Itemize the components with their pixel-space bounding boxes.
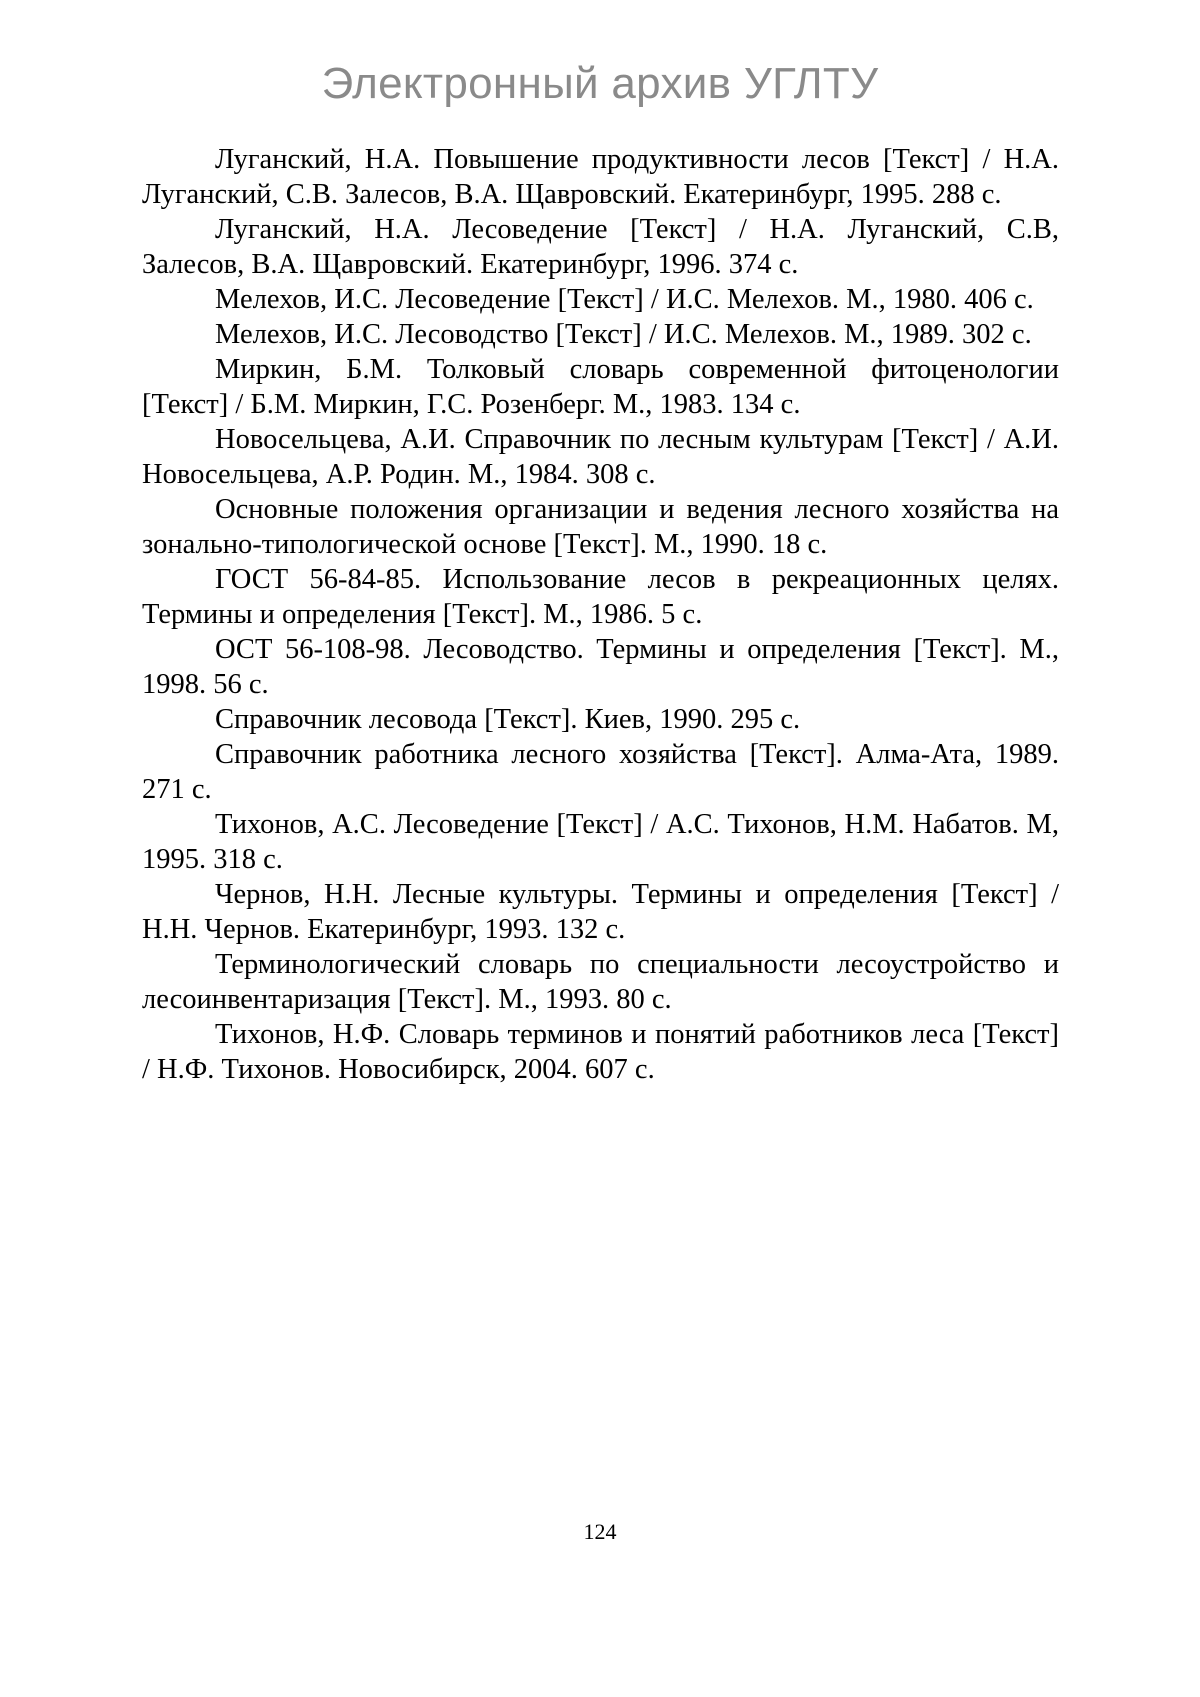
reference-item: Справочник работника лесного хозяйства [Текст]. Алма-Ата, 1989. 271 с. xyxy=(142,739,1059,805)
reference-item: Луганский, Н.А. Лесоведение [Текст] / Н.А. Луганский, С.В, Залесов, В.А. Щавровский. Екатеринбург, 1996. 374 с. xyxy=(142,214,1059,280)
reference-item: Луганский, Н.А. Повышение продуктивности лесов [Текст] / Н.А. Луганский, С.В. Залесов, В.А. Щавровский. Екатеринбург, 1995. 288 с. xyxy=(142,144,1059,210)
reference-item: Чернов, Н.Н. Лесные культуры. Термины и определения [Текст] / Н.Н. Чернов. Екатеринбург, 1993. 132 с. xyxy=(142,879,1059,945)
reference-item: Терминологический словарь по специальности лесоустройство и лесоинвентаризация [Текст]. М., 1993. 80 с. xyxy=(142,949,1059,1015)
reference-item: ГОСТ 56-84-85. Использование лесов в рекреационных целях. Термины и определения [Текст]. М., 1986. 5 с. xyxy=(142,564,1059,630)
reference-list xyxy=(142,142,1059,1087)
reference-item: Справочник лесовода [Текст]. Киев, 1990. 295 с. xyxy=(215,704,801,735)
reference-item: Миркин, Б.М. Толковый словарь современной фитоценологии [Текст] / Б.М. Миркин, Г.С. Розенберг. М., 1983. 134 с. xyxy=(142,354,1059,420)
reference-item: Мелехов, И.С. Лесоводство [Текст] / И.С. Мелехов. М., 1989. 302 с. xyxy=(215,319,1032,350)
reference-item: Тихонов, Н.Ф. Словарь терминов и понятий работников леса [Текст] / Н.Ф. Тихонов. Новосибирск, 2004. 607 с. xyxy=(142,1019,1059,1085)
reference-item: Мелехов, И.С. Лесоведение [Текст] / И.С. Мелехов. М., 1980. 406 с. xyxy=(215,284,1034,315)
reference-item: ОСТ 56-108-98. Лесоводство. Термины и определения [Текст]. М., 1998. 56 с. xyxy=(142,634,1059,700)
archive-watermark: Электронный архив УГЛТУ xyxy=(321,59,879,108)
reference-item: Тихонов, А.С. Лесоведение [Текст] / А.С. Тихонов, Н.М. Набатов. М, 1995. 318 с. xyxy=(142,809,1059,875)
page-number: 124 xyxy=(583,1519,617,1544)
reference-item: Новосельцева, А.И. Справочник по лесным культурам [Текст] / А.И. Новосельцева, А.Р. Родин. М., 1984. 308 с. xyxy=(142,424,1059,490)
reference-item: Основные положения организации и ведения лесного хозяйства на зонально-типологической основе [Текст]. М., 1990. 18 с. xyxy=(142,494,1059,560)
